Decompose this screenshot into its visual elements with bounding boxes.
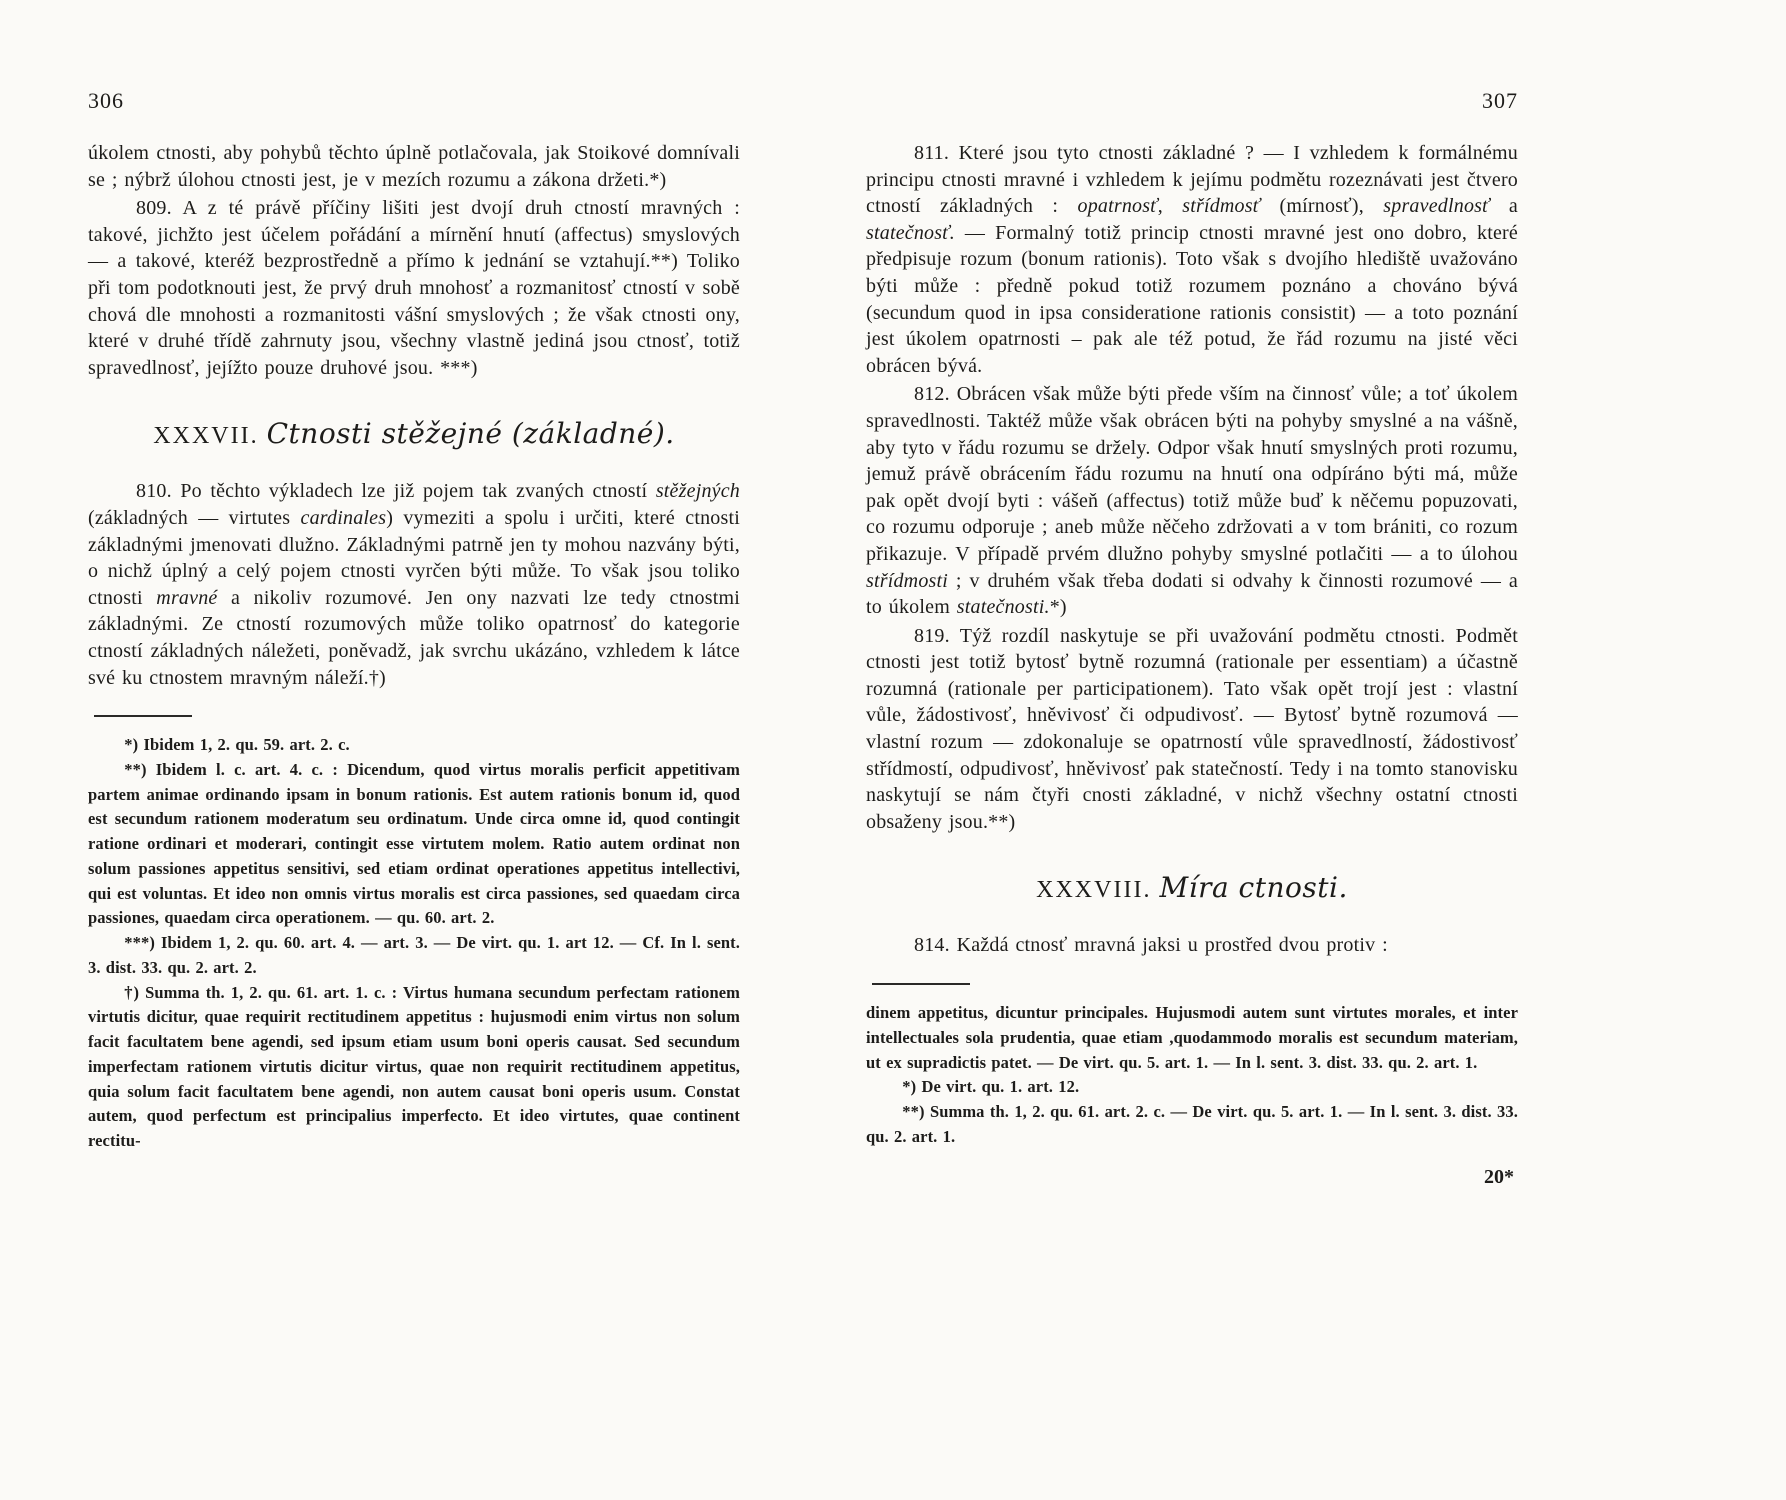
text-run: 809. A z té právě příčiny lišiti jest dvojí druh ctností mravných : takové, jichžto jest účelem pořádání a mírnění hnutí (affectus) smyslových — a takové, kteréž bezprostředně a přímo k jednání se vztahují.**) Toliko při tom podotknouti jest, že prvý druh mnohosť a rozmanitosť ctností v sobě chová dle mnohosti a rozmanitosti vášní smyslových ; že však ctnosti ony, které v druhé třídě zahrnuty jsou, všechny vlastně jediná jsou ctnosť, totiž spravedlnosť, jejížto pouze druhové jsou. ***): [88, 197, 740, 379]
footnote: [866, 1001, 1518, 1075]
text-run: mravné: [156, 586, 218, 609]
page-number: 307: [1482, 88, 1518, 113]
text-run: †) Summa th. 1, 2. qu. 61. art. 1. c. : Virtus humana secundum perfectam rationem virtutis dicitur, quae requirit rectitudinem appetitus : hujusmodi enim virtus non solum facit facultatem bene agendi, sed ipsum etiam usum boni operis causat. Sed secundum imperfectam rationem virtutis dicitur virtus, quae non requirit rectitudinem appetitus, quia solum facit facultatem bene agendi, non autem causat boni operis usum. Constat autem, quod perfectum est principalius imperfecto. Et ideo virtutes, quae continent rectitu-: [88, 982, 740, 1151]
text-run: statečnosti.: [956, 596, 1050, 619]
footnote: [88, 981, 740, 1154]
footnotes: [866, 1001, 1518, 1150]
text-run: **) Summa th. 1, 2. qu. 61. art. 2. c. — De virt. qu. 5. art. 1. — In l. sent. 3. dist. 33. qu. 2. art. 1.: [866, 1102, 1518, 1146]
text-run: opatrnosť: [1077, 195, 1158, 218]
left-page: [88, 88, 740, 1154]
text-run: střídmosť: [1182, 195, 1261, 218]
paragraph: [88, 195, 740, 381]
heading-numeral: XXXVII.: [153, 423, 267, 450]
footnote: [866, 1075, 1518, 1100]
paragraph: [88, 478, 740, 691]
text-run: ,: [1157, 195, 1183, 218]
right-page: [866, 88, 1518, 1189]
heading-numeral: XXXVIII.: [1036, 877, 1160, 904]
text-run: ; v druhém však třeba dodati si odvahy k činnosti rozumové — a to úkolem: [866, 569, 1518, 619]
paragraph: [866, 932, 1518, 959]
text-run: spravedlnosť: [1383, 195, 1490, 218]
heading-title: Míra ctnosti.: [1159, 871, 1348, 905]
paragraph: [866, 381, 1518, 620]
text-run: dinem appetitus, dicuntur principales. Hujusmodi autem sunt virtutes morales, et inter intellectuales sola prudentia, quae etiam ,quodammodo moralis est secundum materiam, ut ex supradictis patet. — De virt. qu. 5. art. 1. — In l. sent. 3. dist. 33. qu. 2. art. 1.: [866, 1003, 1518, 1072]
text-run: ) vymeziti a spolu i určiti, které ctnosti základnými jmenovati dlužno. Základnými patrně jen ty mohou nazvány býti, o nichž úplný a celý pojem ctnosti vyrčen býti může. To však jsou toliko ctnosti: [88, 506, 740, 609]
text-run: statečnosť.: [866, 221, 955, 244]
text-run: cardinales: [300, 506, 387, 529]
section-heading: [866, 871, 1518, 904]
text-run: *) Ibidem 1, 2. qu. 59. art. 2. c.: [124, 735, 350, 755]
page-body: [88, 140, 740, 691]
text-run: 810. Po těchto výkladech lze již pojem tak zvaných ctností: [136, 480, 656, 503]
text-run: — Formalný totiž princip ctnosti mravné jest ono dobro, které předpisuje rozum (bonum rationis). Toto však s dvojího hlediště uvažováno býti může : předně pokud totiž rozumem poznáno a chováno bývá (secundum quod in ipsa consideratione rationis consistit) — a toto poznání jest úkolem opatrnosti – pak ale též potud, že řád rozumu na jisté věci obrácen bývá.: [866, 221, 1518, 377]
text-run: **) Ibidem l. c. art. 4. c. : Dicendum, quod virtus moralis perficit appetitivam partem animae ordinando ipsam in bonum rationis. Est autem rationis bonum id, quod est secundum rationem moderatum seu ordinatum. Unde circa omne id, quod contingit ratione ordinari et moderari, contingit esse virtutem molem. Ratio autem ordinat non solum passiones appetitus sensitivi, sed etiam ordinat operationes appetitus intellectivi, qui est voluntas. Et ideo non omnis virtus moralis est circa passiones, sed quaedam circa passiones, quaedam circa operationem. — qu. 60. art. 2.: [88, 759, 740, 928]
text-run: 811. Které jsou tyto ctnosti základné ? — I vzhledem k formálnému principu ctnosti mravné i vzhledem k jejímu podmětu rozeznávati jest čtvero ctností základných :: [866, 142, 1518, 218]
page-number: 306: [88, 88, 124, 113]
footnote: [88, 931, 740, 981]
signature-mark: 20*: [1484, 1165, 1514, 1188]
paragraph: [866, 623, 1518, 836]
text-run: 819. Týž rozdíl naskytuje se při uvažování podmětu ctnosti. Podmět ctnosti jest totiž bytosť bytně rozumná (rationale per essentiam) a účastně rozumná (rationale per participationem). Tato však opět trojí jest : vlastní vůle, žádostivosť, hněvivosť či odpudivosť. — Bytosť bytně rozumová — vlastní rozum — zdokonaluje se opatrností vůle spravedlností, žádostivosť střídmostí, odpudivosť, hněvivosť pak statečností. Tedy i na tomto stanovisku naskytují se nám čtyři cnosti základné, v nichž všechny ostatní ctnosti obsaženy jsou.**): [866, 624, 1518, 833]
footnote: [88, 733, 740, 758]
footnote: [88, 758, 740, 931]
text-run: 814. Každá ctnosť mravná jaksi u prostřed dvou protiv :: [914, 934, 1388, 957]
footnote-separator: [872, 983, 970, 985]
paragraph: [866, 140, 1518, 379]
section-heading: [88, 417, 740, 450]
text-run: (mírnosť),: [1260, 195, 1384, 218]
text-run: stěžejných: [655, 480, 740, 503]
footnote: [866, 1100, 1518, 1150]
text-run: (základných — virtutes: [88, 506, 301, 529]
text-run: 812. Obrácen však může býti přede vším na činnosť vůle; a toť úkolem spravedlnosti. Taktéž může však obrácen býti na pohyby smyslné a na vášně, aby tyto v řádu rozumu se držely. Odpor však hnutí smyslných proti rozumu, jemuž právě obrácením řádu rozumu na hnutí ona odpíráno býti má, může pak opět dvojí byti : vášeň (affectus) totiž může buď k něčemu popuzovati, co rozumu odporuje ; aneb může něčeho zdržovati a v tom brániti, co rozum přikazuje. V případě prvém dlužno pohyby smyslné potlačiti — a to úlohou: [866, 383, 1518, 565]
text-run: a nikoliv rozumové. Jen ony nazvati lze tedy ctnostmi základnými. Ze ctností rozumových může toliko opatrnosť do kategorie ctností základných náležeti, poněvadž, jak svrchu ukázáno, vzhledem k látce své ku ctnostem mravným náleží.†): [88, 586, 741, 689]
text-run: a: [1489, 195, 1518, 218]
footnotes: [88, 733, 740, 1154]
footnote-separator: [94, 715, 192, 717]
heading-title: Ctnosti stěžejné (základné).: [266, 417, 675, 451]
text-run: úkolem ctnosti, aby pohybů těchto úplně potlačovala, jak Stoikové domnívali se ; nýbrž úlohou ctnosti jest, je v mezích rozumu a zákona držeti.*): [88, 142, 740, 191]
paragraph: [88, 140, 740, 193]
text-run: střídmosti: [866, 569, 949, 592]
text-run: *) De virt. qu. 1. art. 12.: [902, 1077, 1080, 1097]
text-run: *): [1049, 596, 1067, 619]
page-body: [866, 140, 1518, 959]
text-run: ***) Ibidem 1, 2. qu. 60. art. 4. — art. 3. — De virt. qu. 1. art 12. — Cf. In l. sent. 3. dist. 33. qu. 2. art. 2.: [88, 933, 740, 977]
